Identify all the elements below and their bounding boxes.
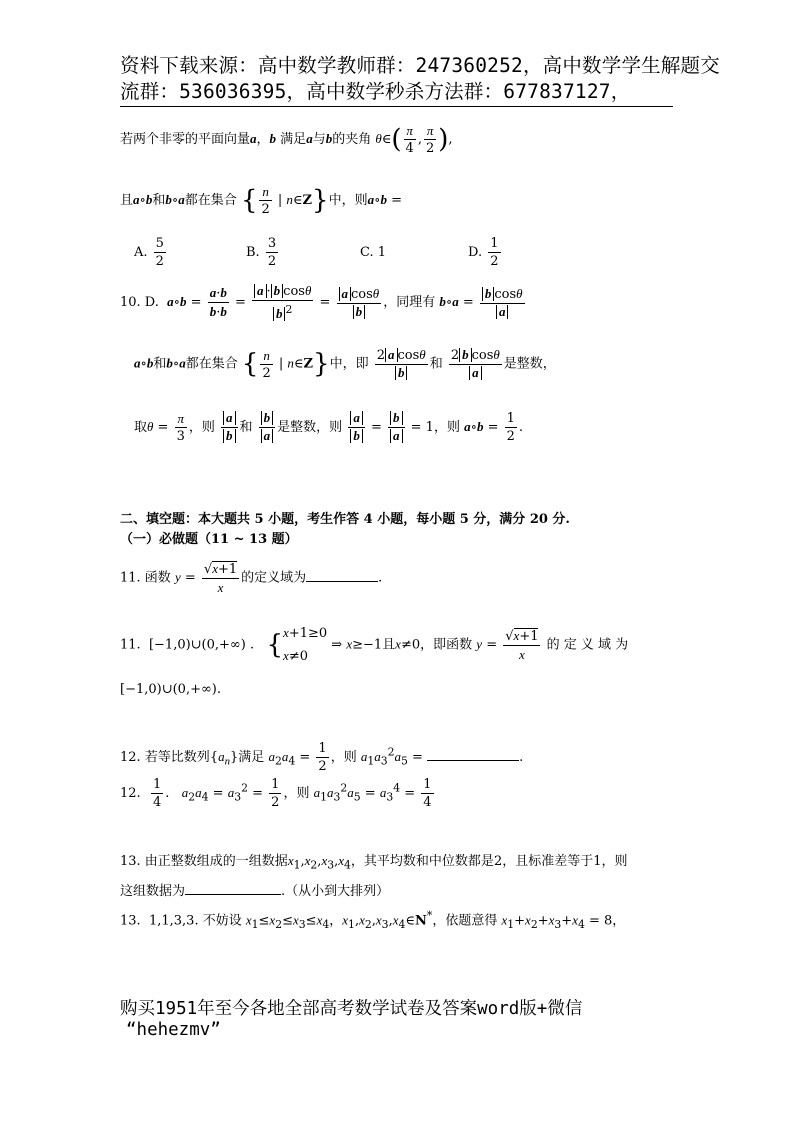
footer-line-1: 购买1951年至今各地全部高考数学试卷及答案word版+微信 xyxy=(120,999,583,1019)
q10-answer-line3: 取θ = $\frac{\pi}{3}$ ，则 $\frac{a}{b}$ 和 $\frac{b}{a}$ 是整数，则 $\frac{a}{b}$ = $\frac{b}{a}$ = 1，则 a∘b = $\frac{1}{2}$ . xyxy=(134,410,524,444)
q11-blank[interactable] xyxy=(306,569,378,582)
q13-blank[interactable] xyxy=(185,882,281,895)
q10-option-a: A. $\frac{5}{2}$ xyxy=(134,236,164,269)
q12-answer: 12. $\frac{1}{4}$ . $a_2a_4 = a_3^2$ = $\frac{1}{2}$ ，则 $a_1a_3^2a_5 = a_3^4$ = $\frac{1}{4}$ xyxy=(120,777,432,810)
q12-question: 12. 若等比数列$\{a_n\}$满足 $a_2a_4$ = $\frac{1}{2}$ ，则 $a_1a_3^2a_5$ = . xyxy=(120,741,524,774)
header-line-1: 资料下载来源：高中数学教师群：247360252，高中数学学生解题交 xyxy=(120,54,720,77)
q10-answer-line1: 10. D. a∘b = $\frac{a\cdot b}{b\cdot b}$ = $\frac{\text{a · b cosθ}}{b ^2}$ = $\frac{\text{a cosθ}}{b}$ ，同理有 b∘a = $\frac{\text{b cosθ}}{a}$ xyxy=(120,283,523,322)
q13-question-line1: 13. 由正整数组成的一组数据$x_1,x_2,x_3,x_4$，其平均数和中位数都是2，且标准差等于1，则 xyxy=(120,853,628,872)
section-2-subtitle: （一）必做题（11 ~ 13 题） xyxy=(120,532,298,547)
q10-stem-line2: 且a∘b和b∘a都在集合 { $\frac{n}{2}$ | n∈Z}中，则a∘b = xyxy=(120,184,403,217)
section-2-title: 二、填空题：本大题共 5 小题，考生作答 4 小题，每小题 5 分，满分 20 分. xyxy=(120,512,570,527)
q10-option-c: C. 1 xyxy=(360,245,387,260)
q10-stem-line1: 若两个非零的平面向量a，b 满足a与b的夹角 θ∈( $\frac{\pi}{4}$ , $\frac{\pi}{2}$ ), xyxy=(120,123,453,156)
q10-option-b: B. $\frac{3}{2}$ xyxy=(246,236,277,269)
header-line-2: 流群：536036395，高中数学秒杀方法群：677837127， xyxy=(120,80,631,103)
header-rule xyxy=(120,106,673,107)
footer-line-2: “hehezmv” xyxy=(126,1020,221,1040)
q13-question-line2: 这组数据为 .（从小到大排列） xyxy=(120,884,390,899)
q13-answer: 13. 1,1,3,3. 不妨设 $x_1\le x_2\le x_3\le x_4$，$x_1,x_2,x_3,x_4\in N^*$，依题意得 $x_1+x_2+x_3+x_4 = 8$， xyxy=(120,909,626,931)
q11-answer-cont: [−1,0)∪(0,+∞). xyxy=(120,682,222,697)
q10-answer-line2: a∘b和b∘a都在集合 { $\frac{n}{2}$ | n∈Z}中，即 $\frac{\text{2 a cosθ}}{b}$ 和 $\frac{\text{2 b cosθ}}{a}$ 是整数， xyxy=(134,347,556,381)
q11-answer: 11. [−1,0)∪(0,+∞) . {x+1≥0 x≠0 ⇒ x≥−1且x≠0，即函数 y = $\frac{√x+1}{x}$ 的 定 义 域 为 xyxy=(120,625,629,664)
q10-option-d: D. $\frac{1}{2}$ xyxy=(468,236,499,269)
q12-blank[interactable] xyxy=(427,748,519,761)
q11-question: 11. 函数 y = $\frac{√x+1}{x}$ 的定义域为 . xyxy=(120,561,383,595)
